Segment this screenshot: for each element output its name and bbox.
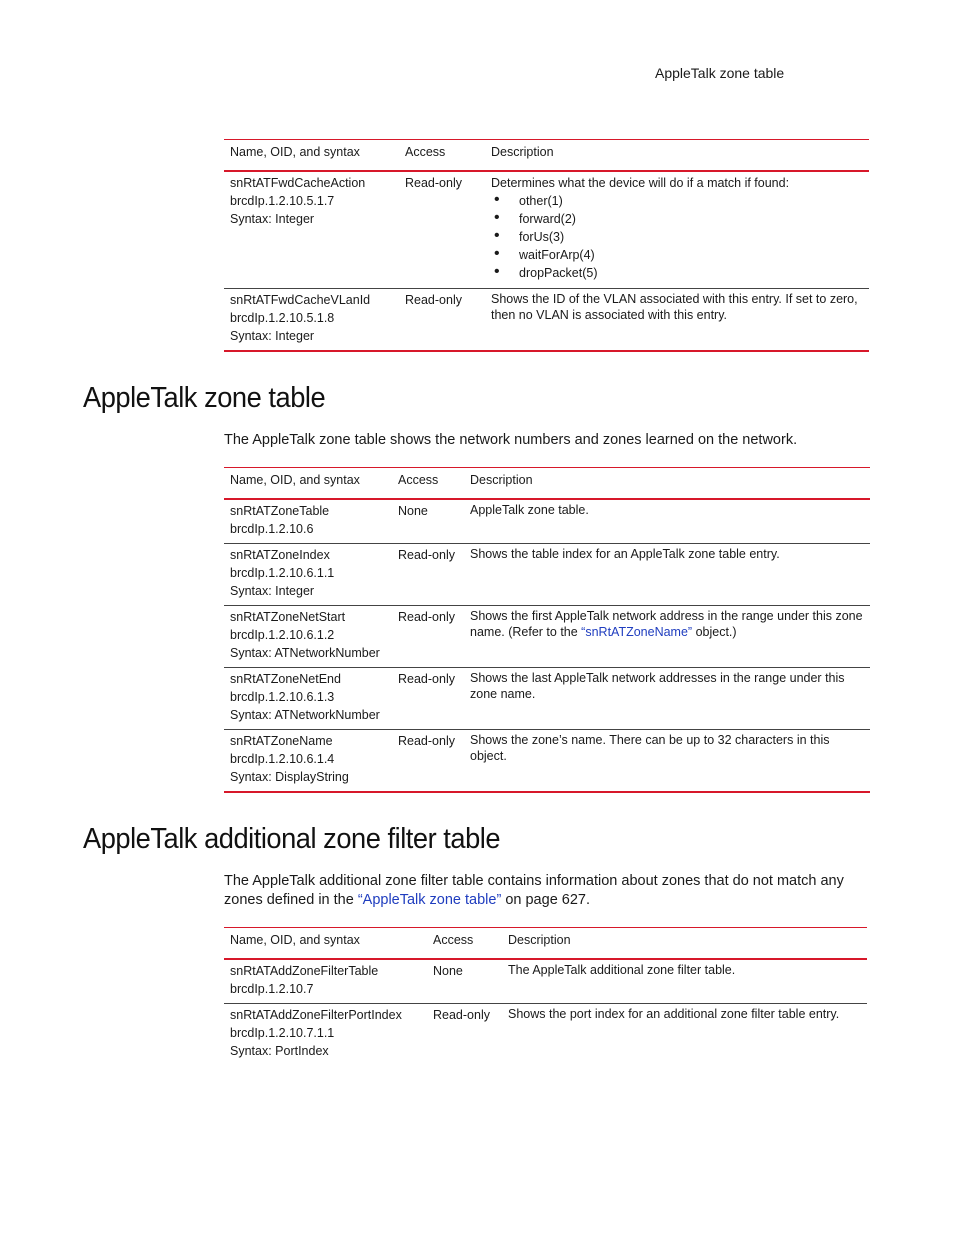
description-text: Shows the table index for an AppleTalk zone table entry. bbox=[470, 547, 780, 561]
value-list bbox=[491, 192, 863, 282]
access-cell: Read-only bbox=[392, 606, 464, 668]
description-text: Shows the port index for an additional zone filter table entry. bbox=[508, 1007, 840, 1021]
access-cell: Read-only bbox=[399, 171, 485, 288]
col-header-name: Name, OID, and syntax bbox=[224, 928, 427, 960]
description-cell bbox=[502, 959, 867, 1004]
col-header-description: Description bbox=[502, 928, 867, 960]
description-text bbox=[470, 624, 864, 640]
access-cell: None bbox=[392, 499, 464, 544]
intro-text: on page 627. bbox=[501, 892, 591, 908]
object-name: snRtATZoneTable bbox=[230, 504, 330, 518]
description-text: Determines what the device will do if a match if found: bbox=[491, 176, 790, 190]
name-cell bbox=[224, 544, 392, 606]
description-cell bbox=[464, 544, 870, 606]
access-cell: Read-only bbox=[399, 288, 485, 351]
fwd-cache-table bbox=[224, 139, 869, 352]
description-cell bbox=[464, 606, 870, 668]
name-cell bbox=[224, 1004, 427, 1066]
access-cell: Read-only bbox=[392, 544, 464, 606]
description-cell bbox=[502, 1004, 867, 1066]
object-syntax: Syntax: ATNetworkNumber bbox=[230, 646, 380, 660]
description-cell bbox=[485, 288, 869, 351]
table-header-row bbox=[224, 140, 869, 172]
object-name: snRtATZoneNetStart bbox=[230, 610, 346, 624]
description-text: AppleTalk zone table. bbox=[470, 503, 589, 517]
object-oid: brcdIp.1.2.10.6.1.2 bbox=[230, 628, 335, 642]
object-name: snRtATFwdCacheAction bbox=[230, 176, 366, 190]
object-syntax: Syntax: Integer bbox=[230, 584, 315, 598]
object-oid: brcdIp.1.2.10.6 bbox=[230, 522, 314, 536]
list-item: • forUs(3) bbox=[491, 228, 863, 246]
access-cell: Read-only bbox=[392, 730, 464, 793]
col-header-name: Name, OID, and syntax bbox=[224, 140, 399, 172]
access-cell: Read-only bbox=[433, 1008, 490, 1022]
description-text: Shows the ID of the VLAN associated with this entry. If set to zero, bbox=[491, 291, 858, 306]
description-text: object. bbox=[470, 749, 507, 763]
description-text: Shows the first AppleTalk network address in the range under this zone bbox=[470, 609, 863, 623]
object-oid: brcdIp.1.2.10.6.1.1 bbox=[230, 566, 335, 580]
table-row bbox=[224, 1004, 867, 1066]
name-cell bbox=[224, 499, 392, 544]
name-cell bbox=[224, 668, 392, 730]
name-cell bbox=[224, 288, 399, 351]
zone-filter-table bbox=[224, 927, 867, 1066]
intro-text: zones defined in the bbox=[224, 892, 358, 908]
object-syntax: Syntax: PortIndex bbox=[230, 1044, 329, 1058]
description-text: then no VLAN is associated with this entry. bbox=[491, 307, 727, 322]
section-title: AppleTalk additional zone filter table bbox=[83, 823, 501, 855]
list-item: • dropPacket(5) bbox=[491, 264, 863, 282]
description-cell bbox=[464, 668, 870, 730]
name-cell bbox=[224, 606, 392, 668]
name-cell bbox=[224, 959, 427, 1004]
object-name: snRtATAddZoneFilterTable bbox=[230, 964, 379, 978]
object-name: snRtATAddZoneFilterPortIndex bbox=[230, 1008, 402, 1022]
intro-line bbox=[224, 891, 869, 910]
list-item: • waitForArp(4) bbox=[491, 246, 863, 264]
object-name: snRtATZoneNetEnd bbox=[230, 672, 341, 686]
table-row bbox=[224, 288, 869, 351]
col-header-access: Access bbox=[392, 468, 464, 500]
access-cell: None bbox=[427, 959, 502, 1004]
description-cell bbox=[485, 171, 869, 288]
description-text: object.) bbox=[692, 625, 737, 639]
object-name: snRtATFwdCacheVLanId bbox=[230, 292, 371, 307]
list-item: • forward(2) bbox=[491, 210, 863, 228]
section-intro: The AppleTalk zone table shows the network numbers and zones learned on the network. bbox=[224, 432, 798, 448]
zone-table bbox=[224, 467, 870, 793]
col-header-access: Access bbox=[427, 928, 502, 960]
section-intro bbox=[224, 872, 869, 910]
object-oid: brcdIp.1.2.10.6.1.3 bbox=[230, 690, 335, 704]
object-name: snRtATZoneName bbox=[230, 734, 333, 748]
name-cell bbox=[224, 171, 399, 288]
running-header: AppleTalk zone table bbox=[655, 65, 785, 81]
object-oid: brcdIp.1.2.10.5.1.8 bbox=[230, 310, 335, 325]
table-row bbox=[224, 959, 867, 1004]
zone-name-link[interactable]: “snRtATZoneName” bbox=[581, 625, 693, 639]
object-oid: brcdIp.1.2.10.7.1.1 bbox=[230, 1026, 335, 1040]
table-row bbox=[224, 499, 870, 544]
object-syntax: Syntax: DisplayString bbox=[230, 770, 349, 784]
description-cell bbox=[464, 730, 870, 793]
table-header-row bbox=[224, 928, 867, 960]
zone-table-link[interactable]: “AppleTalk zone table” bbox=[357, 892, 502, 908]
object-oid: brcdIp.1.2.10.7 bbox=[230, 982, 314, 996]
object-oid: brcdIp.1.2.10.5.1.7 bbox=[230, 194, 335, 208]
section-title: AppleTalk zone table bbox=[83, 382, 326, 414]
intro-line: The AppleTalk additional zone filter table contains information about zones that do not match any bbox=[224, 873, 844, 889]
object-oid: brcdIp.1.2.10.6.1.4 bbox=[230, 752, 335, 766]
table-row bbox=[224, 544, 870, 606]
col-header-access: Access bbox=[399, 140, 485, 172]
description-cell bbox=[464, 499, 870, 544]
list-item: • other(1) bbox=[491, 192, 863, 210]
description-text: Shows the zone’s name. There can be up to 32 characters in this bbox=[470, 733, 830, 747]
object-name: snRtATZoneIndex bbox=[230, 548, 330, 562]
description-text: Shows the last AppleTalk network addresses in the range under this bbox=[470, 671, 845, 685]
table-header-row bbox=[224, 468, 870, 500]
object-syntax: Syntax: ATNetworkNumber bbox=[230, 708, 380, 722]
table-row bbox=[224, 668, 870, 730]
description-text: zone name. bbox=[470, 687, 536, 701]
description-text: The AppleTalk additional zone filter table. bbox=[508, 963, 736, 977]
col-header-description: Description bbox=[485, 140, 869, 172]
table-row bbox=[224, 606, 870, 668]
col-header-name: Name, OID, and syntax bbox=[224, 468, 392, 500]
col-header-description: Description bbox=[464, 468, 870, 500]
table-row bbox=[224, 171, 869, 288]
access-cell: Read-only bbox=[392, 668, 464, 730]
description-text: name. (Refer to the bbox=[470, 625, 582, 639]
name-cell bbox=[224, 730, 392, 793]
object-syntax: Syntax: Integer bbox=[230, 212, 315, 226]
object-syntax: Syntax: Integer bbox=[230, 328, 315, 343]
table-row bbox=[224, 730, 870, 793]
